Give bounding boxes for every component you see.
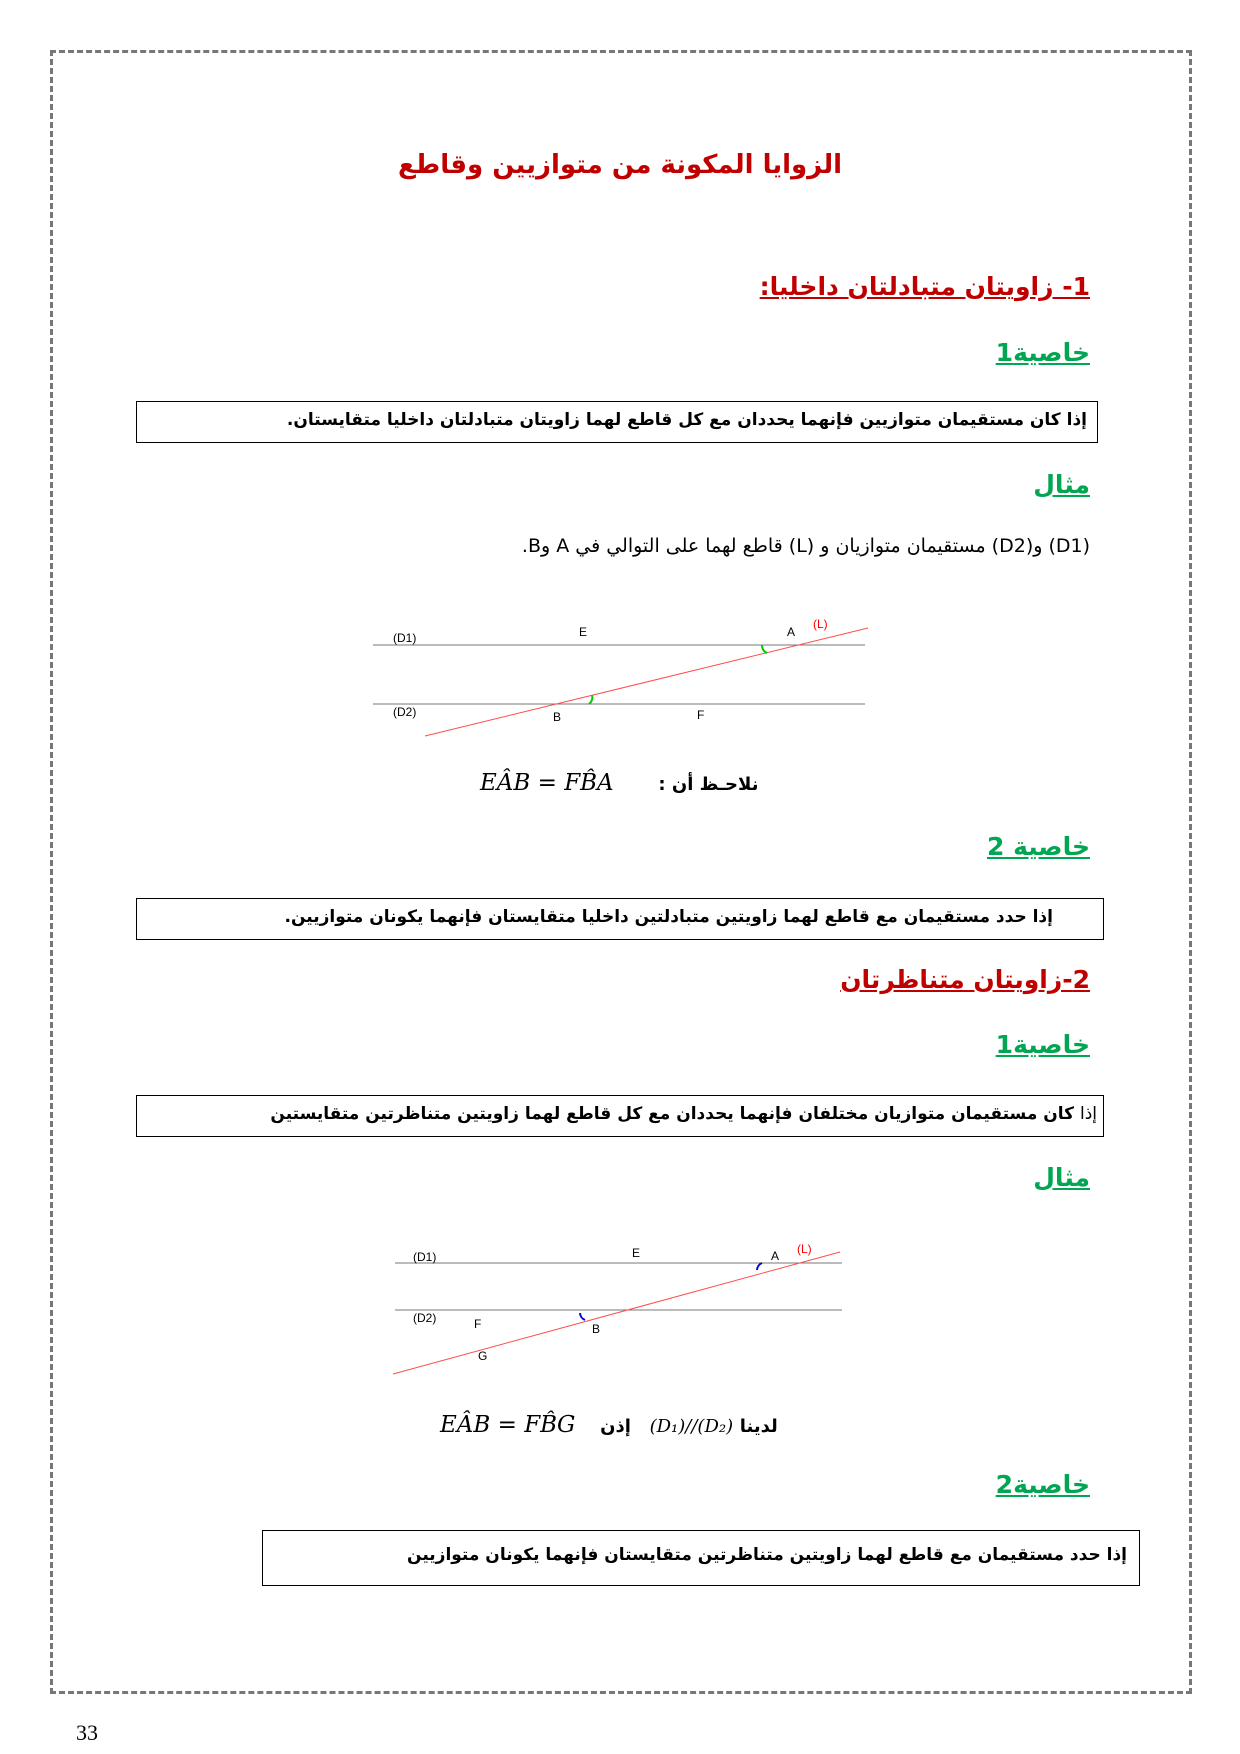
section2-diagram (392, 1240, 852, 1380)
section1-note (480, 770, 758, 796)
transversal-l (425, 628, 868, 736)
label-d2: (D2) (393, 705, 417, 719)
section1-property1-box (136, 401, 1098, 443)
label-b: B (592, 1322, 601, 1336)
angle-arc-a (762, 645, 767, 653)
label-g: G (478, 1349, 488, 1363)
label-d1: (D1) (393, 631, 417, 645)
label-l: (L) (797, 1242, 812, 1256)
section1-example-label: مثال (1033, 470, 1090, 499)
label-e: E (579, 625, 588, 639)
section1-property2-box (136, 898, 1104, 940)
page-title: الزوايا المكونة من متوازيين وقاطع (397, 150, 843, 180)
then-formula: EÂB = FB̂G (440, 1412, 576, 1438)
angle-arc-b (580, 1313, 585, 1320)
label-a: A (787, 625, 796, 639)
section2-note (440, 1412, 778, 1438)
section2-property2-box (262, 1530, 1140, 1586)
given-label: لدينا (739, 1416, 778, 1437)
section1-property1-text: إذا كان مستقيمان متوازيين فإنهما يحددان مع كل قاطع لهما زاويتان متبادلتان داخليا متقايستان. (286, 410, 1087, 430)
label-f: F (697, 708, 705, 722)
label-d1: (D1) (413, 1250, 437, 1264)
page-number: 33 (76, 1720, 98, 1745)
label-l: (L) (813, 617, 828, 631)
label-b: B (553, 710, 562, 724)
label-a: A (771, 1249, 780, 1263)
section2-property2-label: خاصية2 (995, 1470, 1090, 1499)
section1-diagram (370, 615, 870, 745)
label-e: E (632, 1246, 641, 1260)
section1-heading: 1- زاويتان متبادلتان داخليا: (759, 272, 1090, 301)
section2-property1-box (136, 1095, 1104, 1137)
label-f: F (474, 1317, 482, 1331)
section2-property1-prefix: إذا (1079, 1104, 1097, 1124)
note-label: نلاحـظ أن : (658, 774, 759, 795)
section1-property2-text: إذا حدد مستقيمان مع قاطع لهما زاويتين متبادلتين داخليا متقايستان فإنهما يكونان متوازيين. (284, 907, 1053, 927)
transversal-l (393, 1252, 840, 1374)
angle-arc-a (757, 1263, 762, 1270)
section2-property1-label: خاصية1 (995, 1030, 1090, 1059)
section2-property1-text: كان مستقيمان متوازيان مختلفان فإنهما يحددان مع كل قاطع لهما زاويتين متناظرتين متقايستين (270, 1104, 1075, 1124)
section2-heading: 2-زاويتان متناظرتان (840, 965, 1090, 994)
section2-example-label: مثال (1033, 1163, 1090, 1192)
given-formula: (D₁)//(D₂) (649, 1416, 734, 1437)
then-label: إذن (600, 1416, 631, 1437)
note-formula: EÂB = FB̂A (480, 770, 614, 796)
section1-example-text: (D1) و(D2) مستقيمان متوازيان و (L) قاطع لهما على التوالي في A وB. (521, 535, 1090, 557)
section2-property2-text: إذا حدد مستقيمان مع قاطع لهما زاويتين متناظرتين متقايستان فإنهما يكونان متوازيين (407, 1545, 1127, 1565)
section1-property2-label: خاصية 2 (986, 832, 1090, 861)
label-d2: (D2) (413, 1311, 437, 1325)
section1-property1-label: خاصية1 (995, 338, 1090, 367)
